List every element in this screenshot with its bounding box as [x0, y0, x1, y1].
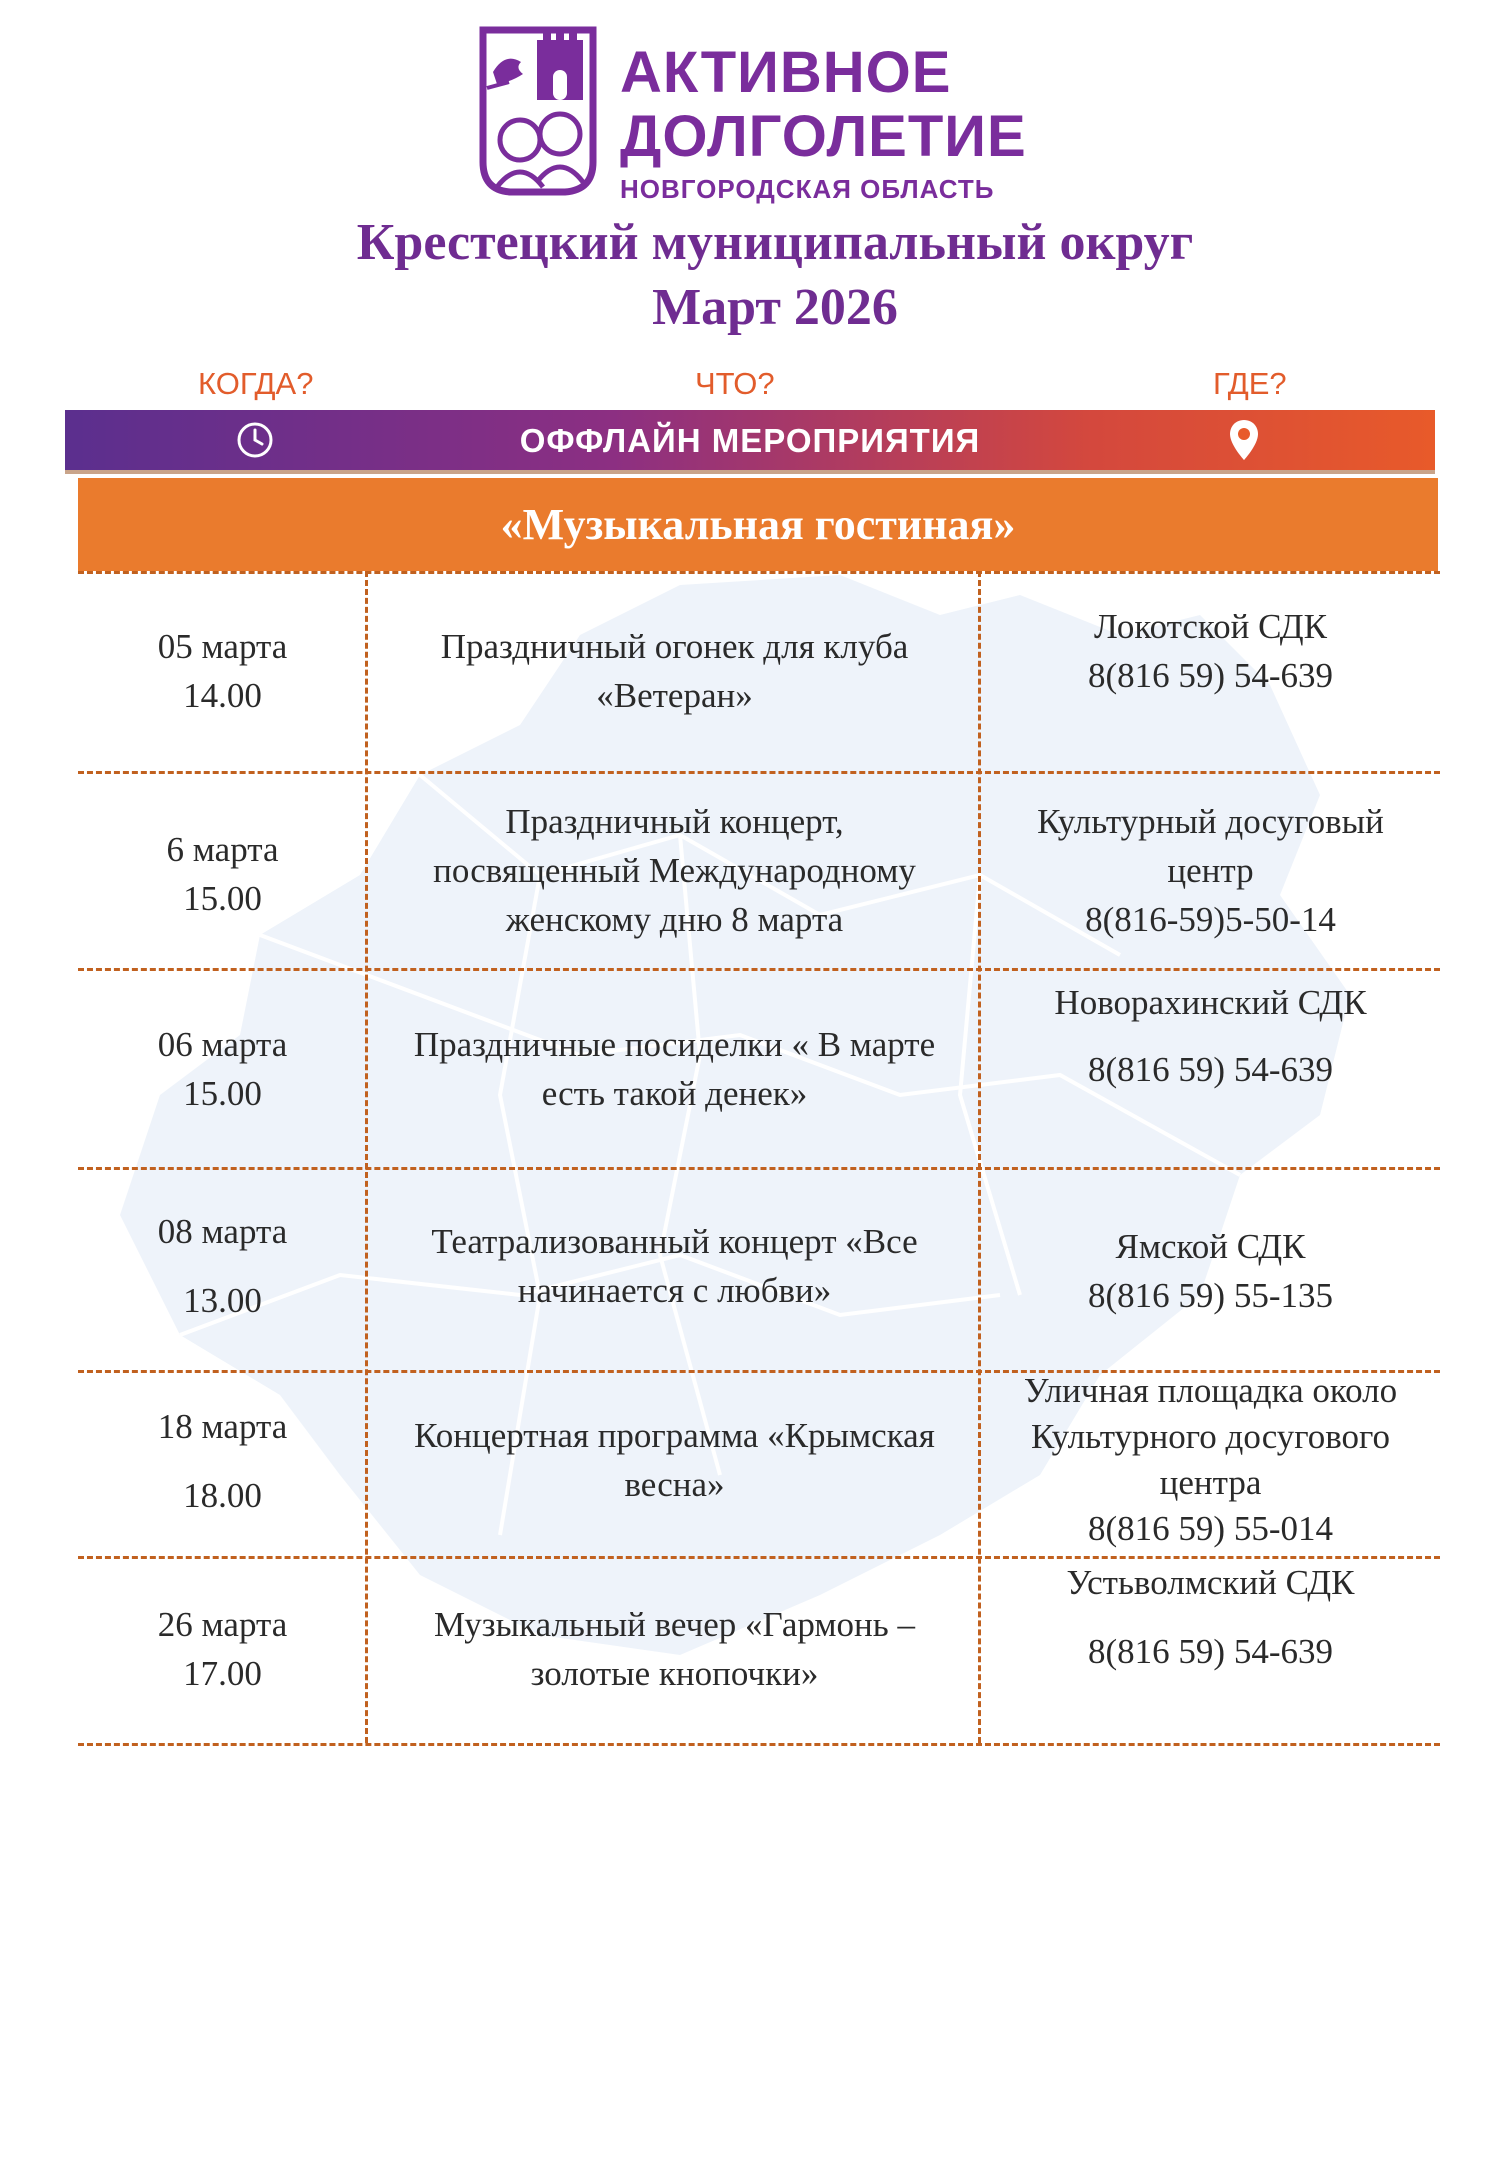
event-title-line: золотые кнопочки»: [530, 1654, 819, 1693]
column-divider: [365, 571, 368, 1743]
event-title: [372, 1600, 977, 1698]
page-title: Крестецкий муниципальный округ: [356, 214, 1194, 271]
event-phone: 8(816 59) 54-639: [1088, 1632, 1333, 1671]
active-longevity-emblem-icon: [475, 22, 600, 197]
event-time-text: 15.00: [183, 879, 262, 918]
event-title: [372, 797, 977, 944]
section-title: «Музыкальная гостиная»: [78, 478, 1438, 571]
event-date-text: 08 марта: [157, 1212, 288, 1251]
event-title-line: женскому дню 8 марта: [505, 900, 844, 939]
table-divider: [78, 1743, 1440, 1746]
event-title-line: «Ветеран»: [596, 676, 753, 715]
event-venue-line: Уличная площадка около: [1023, 1371, 1398, 1410]
event-venue: [983, 978, 1438, 1094]
event-title-line: Театрализованный концерт «Все: [431, 1222, 918, 1261]
event-date: [80, 1207, 365, 1325]
event-time-text: 17.00: [183, 1654, 262, 1693]
event-title-line: Праздничные посиделки « В марте: [413, 1025, 936, 1064]
event-venue: [983, 602, 1438, 700]
event-title-line: Концертная программа «Крымская: [414, 1416, 935, 1455]
event-phone: 8(816 59) 55-135: [1088, 1276, 1333, 1315]
event-title: [372, 1217, 977, 1315]
event-phone: 8(816 59) 54-639: [1088, 656, 1333, 695]
logo-line-3: НОВГОРОДСКАЯ ОБЛАСТЬ: [620, 174, 995, 204]
column-what-label: ЧТО?: [695, 366, 775, 401]
event-date-text: 6 марта: [166, 830, 279, 869]
event-title-line: весна»: [624, 1465, 725, 1504]
event-time-text: 13.00: [183, 1281, 262, 1320]
event-phone: 8(816 59) 54-639: [1088, 1050, 1333, 1089]
event-venue-line: центр: [1167, 851, 1254, 890]
event-date-text: 18 марта: [157, 1407, 288, 1446]
event-title-line: начинается с любви»: [517, 1271, 832, 1310]
table-divider: [78, 968, 1440, 971]
event-time-text: 15.00: [183, 1074, 262, 1113]
event-venue-line: Устьволмский СДК: [1066, 1563, 1355, 1602]
table-divider: [78, 771, 1440, 774]
event-date: [80, 825, 365, 923]
event-title-line: посвященный Международному: [433, 851, 916, 890]
event-title: [372, 1020, 977, 1118]
event-venue-line: Культурного досугового: [1030, 1417, 1391, 1456]
event-venue: [983, 1558, 1438, 1676]
event-date: [80, 622, 365, 720]
event-date: [80, 1600, 365, 1698]
event-venue: [983, 1222, 1438, 1320]
event-venue-line: Новорахинский СДК: [1054, 983, 1367, 1022]
table-divider: [78, 571, 1440, 574]
event-venue: [983, 1368, 1438, 1552]
column-when-label: КОГДА?: [198, 366, 314, 401]
event-venue-line: Ямской СДК: [1115, 1227, 1306, 1266]
event-venue-line: Локотской СДК: [1094, 607, 1327, 646]
event-venue: [983, 797, 1438, 944]
event-venue-line: Культурный досуговый: [1037, 802, 1384, 841]
location-pin-icon: [1227, 418, 1261, 462]
column-divider: [978, 571, 981, 1743]
event-title: [372, 1411, 977, 1509]
event-title: [372, 622, 977, 720]
brand-logo: [475, 22, 1035, 204]
event-title-line: Праздничный огонек для клуба: [440, 627, 909, 666]
offline-events-banner: [65, 410, 1435, 474]
event-title-line: Праздничный концерт,: [505, 802, 844, 841]
logo-wordmark: [620, 40, 1027, 204]
event-phone: 8(816 59) 55-014: [1088, 1509, 1333, 1548]
event-date-text: 06 марта: [157, 1025, 288, 1064]
column-where-label: ГДЕ?: [1213, 366, 1287, 401]
event-time-text: 18.00: [183, 1476, 262, 1515]
page-subtitle: Март 2026: [652, 279, 898, 336]
event-date-text: 05 марта: [157, 627, 288, 666]
event-venue-line: центра: [1159, 1463, 1262, 1502]
banner-label: ОФФЛАЙН МЕРОПРИЯТИЯ: [519, 422, 981, 459]
event-phone: 8(816-59)5-50-14: [1085, 900, 1336, 939]
logo-line-2: ДОЛГОЛЕТИЕ: [620, 104, 1027, 169]
event-title-line: Музыкальный вечер «Гармонь –: [434, 1605, 915, 1644]
logo-line-1: АКТИВНОЕ: [620, 40, 952, 105]
table-divider: [78, 1167, 1440, 1170]
event-time-text: 14.00: [183, 676, 262, 715]
event-date: [80, 1402, 365, 1520]
event-date: [80, 1020, 365, 1118]
event-date-text: 26 марта: [157, 1605, 288, 1644]
event-title-line: есть такой денек»: [541, 1074, 808, 1113]
